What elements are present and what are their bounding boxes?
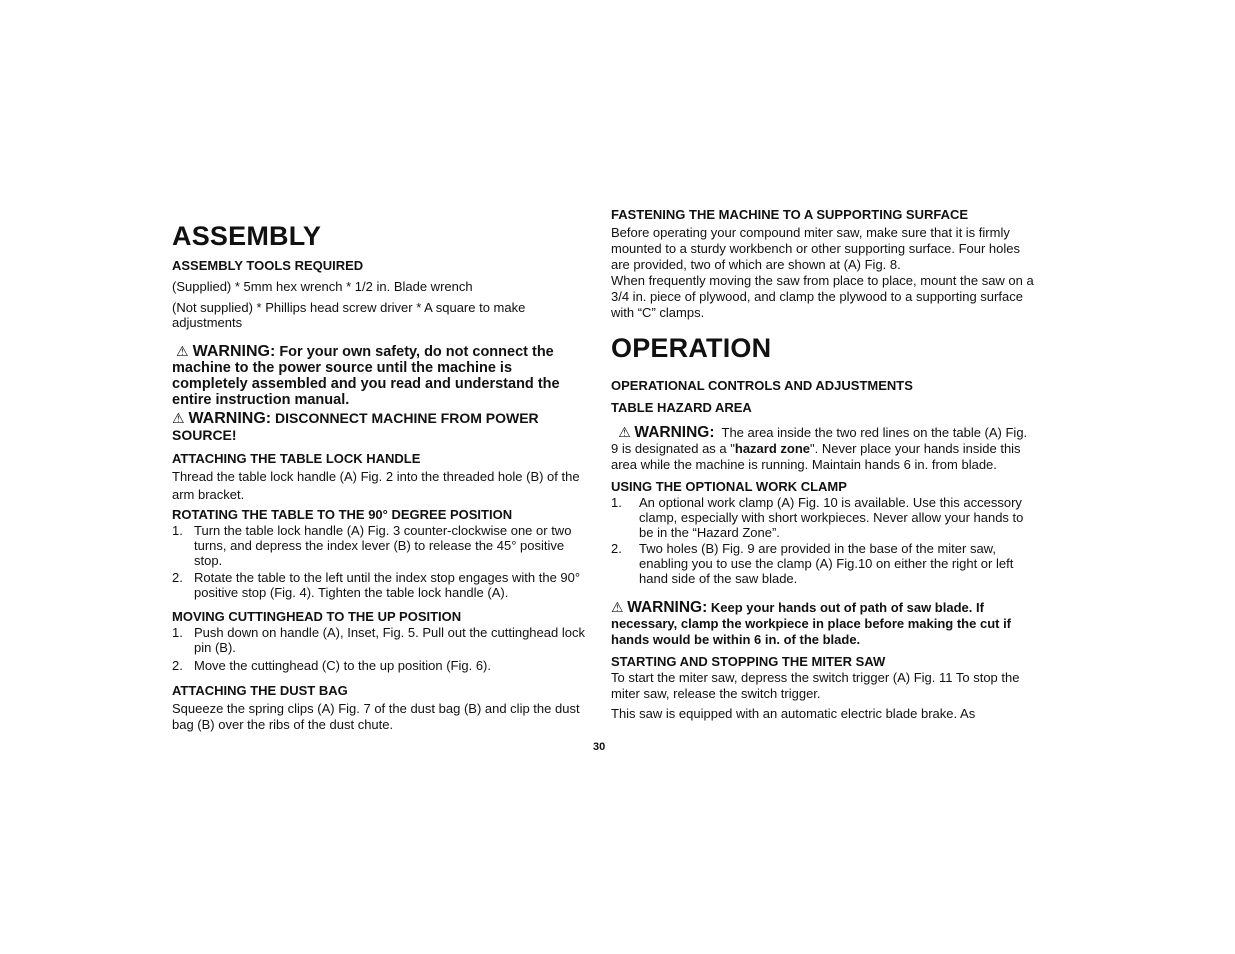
fasten-heading: FASTENING THE MACHINE TO A SUPPORTING SURFACE (611, 207, 969, 222)
rotate-steps (172, 523, 590, 600)
controls-heading: OPERATIONAL CONTROLS AND ADJUSTMENTS (611, 378, 913, 393)
warning-label: WARNING: (192, 343, 276, 360)
fasten-text-2: When frequently moving the saw from place to place, mount the saw on a 3/4 in. piece of plywood, and clamp the plywood to a supporting surface with “C” clamps. (611, 273, 1034, 320)
list-item: 1. Turn the table lock handle (A) Fig. 3 counter-clockwise one or two turns, and depress the index lever (B) to release the 45° positive stop. (172, 523, 572, 568)
tools-not-supplied: (Not supplied) * Phillips head screw driver * A square to make adjustments (172, 300, 526, 330)
fasten-text-1: Before operating your compound miter saw, make sure that it is firmly mounted to a sturdy workbench or other supporting surface. Four holes are provided, two of which are shown at (A) Fig. 8. (611, 225, 1020, 272)
warning-connect (172, 343, 590, 408)
warning-blade-path (611, 599, 1037, 648)
dust-text: Squeeze the spring clips (A) Fig. 7 of the dust bag (B) and clip the dust bag (B) over the ribs of the dust chute. (172, 701, 580, 732)
left-column (172, 220, 590, 733)
warning-disconnect (172, 410, 590, 443)
lock-handle-heading: ATTACHING THE TABLE LOCK HANDLE (172, 451, 421, 466)
start-text-1: To start the miter saw, depress the switch trigger (A) Fig. 11 To stop the miter saw, release the switch trigger. (611, 670, 1020, 701)
list-item: 1. An optional work clamp (A) Fig. 10 is available. Use this accessory clamp, especially with short workpieces. Never allow your hands to be in the “Hazard Zone”. (611, 495, 1024, 540)
clamp-heading: USING THE OPTIONAL WORK CLAMP (611, 479, 847, 494)
tools-heading: ASSEMBLY TOOLS REQUIRED (172, 258, 364, 273)
list-item: 2. Two holes (B) Fig. 9 are provided in the base of the miter saw, enabling you to use the clamp (A) Fig.10 on either the right or left hand side of the saw blade. (611, 541, 1014, 586)
start-heading: STARTING AND STOPPING THE MITER SAW (611, 654, 886, 669)
list-item: 2. Move the cuttinghead (C) to the up position (Fig. 6). (172, 658, 491, 673)
list-item: 1. Push down on handle (A), Inset, Fig. 5. Pull out the cuttinghead lock pin (B). (172, 625, 585, 655)
lock-handle-text: Thread the table lock handle (A) Fig. 2 into the threaded hole (B) of the arm bracket. (172, 469, 580, 502)
warning-triangle-icon: ⚠ (176, 343, 189, 359)
operation-title: OPERATION (611, 333, 772, 363)
hazard-zone-term: hazard zone (734, 441, 810, 456)
list-item: 2. Rotate the table to the left until the index stop engages with the 90° positive stop (Fig. 4). Tighten the table lock handle (A). (172, 570, 581, 600)
warning-text: Keep your hands out of path of saw blade. If necessary, clamp the workpiece in place before making the cut if hands would be within 6 in. of the blade. (611, 600, 1012, 647)
warning-label: WARNING: (188, 410, 272, 427)
warning-triangle-icon: ⚠ (172, 410, 185, 426)
hazard-warning: ⚠ WARNING: The area inside the two red lines on the table (A) Fig. 9 is designated as a "hazard zone". Never place your hands inside this area while the machine is running. Maintain hands 6 in. from blade. (611, 424, 1028, 472)
warning-label: WARNING: (627, 599, 708, 616)
page-number: 30 (593, 741, 606, 753)
warning-triangle-icon: ⚠ (611, 599, 624, 615)
rotate-heading: ROTATING THE TABLE TO THE 90° DEGREE POSITION (172, 507, 513, 522)
moving-steps (172, 625, 590, 673)
tools-supplied: (Supplied) * 5mm hex wrench * 1/2 in. Blade wrench (172, 279, 473, 294)
clamp-steps (611, 495, 1037, 586)
warning-text: For your own safety, do not connect the machine to the power source until the machine is completely assembled and you read and understand the entire instruction manual. (172, 344, 560, 408)
hazard-heading: TABLE HAZARD AREA (611, 400, 752, 415)
start-text-2: This saw is equipped with an automatic electric blade brake. As (611, 706, 976, 721)
dust-heading: ATTACHING THE DUST BAG (172, 683, 348, 698)
right-column (611, 207, 1037, 722)
assembly-title: ASSEMBLY (172, 221, 322, 251)
moving-heading: MOVING CUTTINGHEAD TO THE UP POSITION (172, 609, 462, 624)
warning-label: WARNING: (634, 424, 715, 441)
warning-triangle-icon: ⚠ (618, 424, 631, 440)
warning-text: DISCONNECT MACHINE FROM POWER SOURCE! (172, 410, 539, 443)
